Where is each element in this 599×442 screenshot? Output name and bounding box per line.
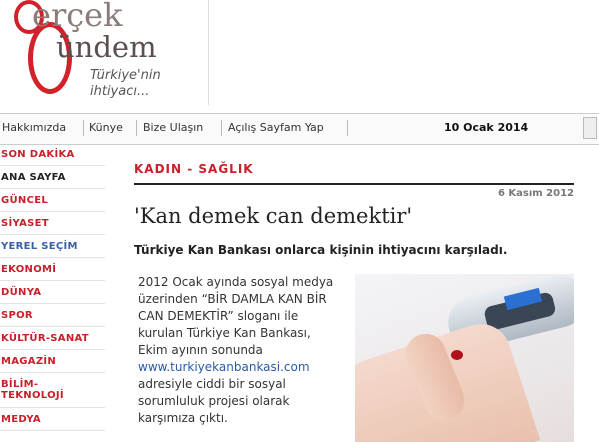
sidebar-item-current[interactable]: GÜNCEL xyxy=(0,189,105,212)
section-title[interactable]: KADIN - SAĞLIK xyxy=(134,162,254,176)
article-headline: 'Kan demek can demektir' xyxy=(134,204,413,228)
sidebar-item-science-tech-label: BİLİM- TEKNOLOJİ xyxy=(1,379,64,401)
body-line: kurulan Türkiye Kan Bankası, xyxy=(138,326,311,340)
article-photo xyxy=(355,274,574,442)
body-line: karşımıza çıktı. xyxy=(138,411,228,425)
sidebar-item-home[interactable]: ANA SAYFA xyxy=(0,166,105,189)
kan-bankasi-link[interactable]: www.turkiyekanbankasi.com xyxy=(138,360,310,374)
nav-divider xyxy=(136,120,137,136)
logo-tagline-2: ihtiyacı... xyxy=(90,84,150,99)
nav-homepage-link[interactable]: Açılış Sayfam Yap xyxy=(228,121,324,134)
body-line: adresiyle ciddi bir sosyal xyxy=(138,377,286,391)
section-divider xyxy=(134,183,574,185)
logo-word-top: erçek xyxy=(32,0,123,34)
nav-imprint-link[interactable]: Künye xyxy=(89,121,123,134)
nav-contact-link[interactable]: Bize Ulaşın xyxy=(143,121,204,134)
publish-date: 6 Kasım 2012 xyxy=(497,188,574,199)
article-lede: Türkiye Kan Bankası onlarca kişinin ihtiyacını karşıladı. xyxy=(134,243,508,257)
scrollbar-thumb[interactable] xyxy=(583,117,597,139)
logo-tagline-1: Türkiye'nin xyxy=(90,68,161,83)
nav-divider xyxy=(221,120,222,136)
sidebar-item-world[interactable]: DÜNYA xyxy=(0,281,105,304)
sidebar-item-culture-art[interactable]: KÜLTÜR-SANAT xyxy=(0,327,105,350)
logo-word-bottom: ündem xyxy=(56,30,157,64)
sidebar-item-local-election[interactable]: YEREL SEÇİM xyxy=(0,235,105,258)
sidebar-item-breaking-news[interactable]: SON DAKİKA xyxy=(0,143,105,166)
sidebar-item-economy[interactable]: EKONOMİ xyxy=(0,258,105,281)
sidebar-item-sports[interactable]: SPOR xyxy=(0,304,105,327)
sidebar-item-magazine[interactable]: MAGAZİN xyxy=(0,350,105,373)
blood-drop-icon xyxy=(451,350,463,360)
category-sidebar xyxy=(0,143,105,431)
body-line: üzerinden “BİR DAMLA KAN BİR xyxy=(138,292,327,306)
sidebar-item-science-tech[interactable] xyxy=(0,373,105,408)
site-logo[interactable] xyxy=(8,0,209,105)
body-line: 2012 Ocak ayında sosyal medya xyxy=(138,275,334,289)
body-line: sorumluluk projesi olarak xyxy=(138,394,290,408)
nav-divider xyxy=(83,120,84,136)
body-line: CAN DEMEKTİR” sloganı ile xyxy=(138,309,299,323)
article-body xyxy=(138,274,343,427)
nav-about-link[interactable]: Hakkımızda xyxy=(2,121,67,134)
sidebar-item-media[interactable]: MEDYA xyxy=(0,408,105,431)
sidebar-item-politics[interactable]: SİYASET xyxy=(0,212,105,235)
nav-divider xyxy=(347,120,348,136)
body-line: Ekim ayının sonunda xyxy=(138,343,263,357)
top-nav xyxy=(0,113,599,145)
current-date: 10 Ocak 2014 xyxy=(444,121,529,134)
